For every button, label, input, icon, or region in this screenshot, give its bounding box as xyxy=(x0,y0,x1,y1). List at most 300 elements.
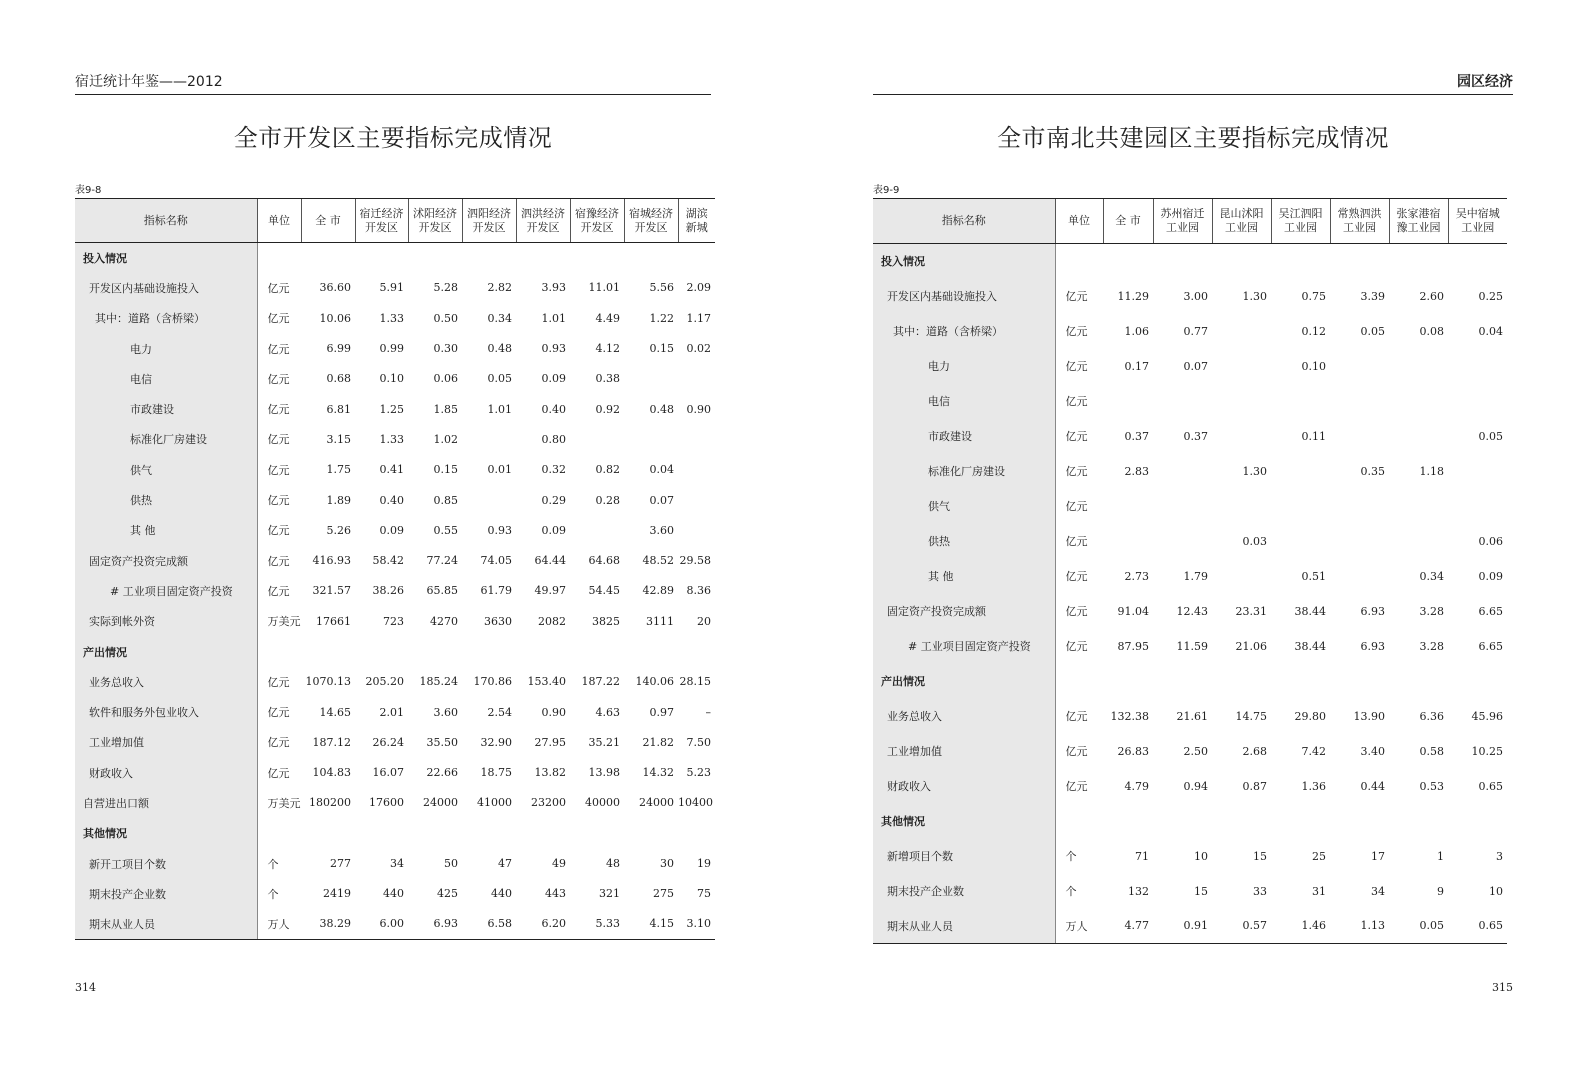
value-cell: 104.83 xyxy=(312,766,351,780)
unit-cell xyxy=(1055,664,1103,699)
row-label: # 工业项目固定资产投资 xyxy=(873,629,1055,664)
row-label: 其他情况 xyxy=(873,804,1055,839)
value-cell: 5.23 xyxy=(686,766,711,780)
table-row xyxy=(75,667,715,697)
value-cell: 3.60 xyxy=(433,705,458,719)
value-cell: 23200 xyxy=(531,796,566,810)
value-cell: 0.55 xyxy=(433,523,458,537)
running-head xyxy=(75,72,711,95)
value-cell: 0.12 xyxy=(1301,324,1326,338)
value-cell xyxy=(678,455,715,485)
value-cell: 2419 xyxy=(323,887,351,901)
value-cell: 0.11 xyxy=(1301,429,1326,443)
value-cell: 1.89 xyxy=(326,493,351,507)
value-cell: 17 xyxy=(1371,849,1385,863)
value-cell: 18.75 xyxy=(480,766,512,780)
value-cell xyxy=(462,424,516,454)
value-cell xyxy=(1103,244,1153,279)
row-label: 电力 xyxy=(75,333,257,363)
unit-cell xyxy=(257,243,301,273)
value-cell: 0.90 xyxy=(686,402,711,416)
table-row xyxy=(75,485,715,515)
left-page xyxy=(75,0,711,1077)
value-cell: 47 xyxy=(498,857,512,871)
table-row xyxy=(873,314,1507,349)
column-header: 泗洪经济 开发区 xyxy=(516,199,570,243)
value-cell: 3.93 xyxy=(541,281,566,295)
value-cell: 25 xyxy=(1312,849,1326,863)
value-cell: 1.30 xyxy=(1242,289,1267,303)
unit-cell: 亿元 xyxy=(1065,360,1088,373)
unit-cell: 亿元 xyxy=(1065,325,1088,338)
value-cell xyxy=(462,243,516,273)
value-cell xyxy=(570,818,624,848)
value-cell: 61.79 xyxy=(480,584,512,598)
row-label: 开发区内基础设施投入 xyxy=(873,279,1055,314)
unit-cell: 亿元 xyxy=(1065,395,1088,408)
value-cell: 0.48 xyxy=(487,342,512,356)
value-cell xyxy=(1330,559,1389,594)
value-cell: 29.58 xyxy=(679,554,711,568)
column-header: 单位 xyxy=(257,199,301,243)
value-cell: 2082 xyxy=(538,614,566,628)
value-cell: 1.06 xyxy=(1124,324,1149,338)
value-cell: 132 xyxy=(1128,884,1149,898)
value-cell: 6.65 xyxy=(1478,639,1503,653)
value-cell: 4.79 xyxy=(1124,779,1149,793)
table-row xyxy=(873,559,1507,594)
value-cell: 19 xyxy=(697,857,711,871)
table-row xyxy=(75,394,715,424)
value-cell: 1.01 xyxy=(487,402,512,416)
value-cell: 13.98 xyxy=(588,766,620,780)
table-row xyxy=(873,594,1507,629)
value-cell: 35.50 xyxy=(426,735,458,749)
value-cell: 0.15 xyxy=(433,463,458,477)
row-label: 期末投产企业数 xyxy=(75,879,257,909)
page-title: 全市开发区主要指标完成情况 xyxy=(233,124,553,152)
value-cell xyxy=(1153,664,1212,699)
value-cell: 3.60 xyxy=(649,523,674,537)
value-cell: 0.10 xyxy=(1301,359,1326,373)
row-label: 其 他 xyxy=(75,515,257,545)
unit-cell: 万人 xyxy=(257,909,301,939)
value-cell: 0.09 xyxy=(1478,569,1503,583)
column-header: 湖滨 新城 xyxy=(678,199,715,243)
table-row xyxy=(873,384,1507,419)
row-label: 产出情况 xyxy=(873,664,1055,699)
unit-cell xyxy=(257,818,301,848)
value-cell xyxy=(1448,384,1507,419)
row-label: 业务总收入 xyxy=(75,667,257,697)
table-row xyxy=(873,629,1507,664)
value-cell xyxy=(1389,384,1448,419)
value-cell: 4.12 xyxy=(595,342,620,356)
value-cell: 132.38 xyxy=(1110,709,1149,723)
value-cell: 15 xyxy=(1194,884,1208,898)
value-cell: 0.10 xyxy=(379,372,404,386)
value-cell: 26.83 xyxy=(1117,744,1149,758)
value-cell: 0.32 xyxy=(541,463,566,477)
row-label: 其他情况 xyxy=(75,818,257,848)
value-cell: 2.83 xyxy=(1124,464,1149,478)
value-cell xyxy=(570,424,624,454)
value-cell: 0.07 xyxy=(649,493,674,507)
value-cell xyxy=(1448,454,1507,489)
value-cell: 0.77 xyxy=(1183,324,1208,338)
value-cell: 2.73 xyxy=(1124,569,1149,583)
value-cell xyxy=(1103,384,1153,419)
value-cell: 0.29 xyxy=(541,493,566,507)
value-cell xyxy=(678,485,715,515)
value-cell: 0.41 xyxy=(379,463,404,477)
value-cell: 1.36 xyxy=(1301,779,1326,793)
table-label: 表9-8 xyxy=(75,185,102,196)
value-cell: 3.00 xyxy=(1183,289,1208,303)
value-cell: 24000 xyxy=(639,796,674,810)
value-cell xyxy=(408,243,462,273)
unit-cell: 亿元 xyxy=(267,403,290,417)
header-row xyxy=(75,199,715,243)
unit-cell: 万人 xyxy=(1055,909,1103,944)
unit-cell: 亿元 xyxy=(267,554,290,568)
running-head-text: 园区经济 xyxy=(1457,74,1513,90)
value-cell: 0.93 xyxy=(541,342,566,356)
value-cell: 0.34 xyxy=(487,311,512,325)
value-cell: 6.99 xyxy=(326,342,351,356)
unit-cell: 亿元 xyxy=(1065,290,1088,303)
value-cell: 21.61 xyxy=(1176,709,1208,723)
value-cell: 3.39 xyxy=(1360,289,1385,303)
unit-cell: 万美元 xyxy=(267,615,301,629)
unit-cell: 亿元 xyxy=(1065,535,1088,548)
value-cell: 1 xyxy=(1437,849,1444,863)
row-label: 工业增加值 xyxy=(873,734,1055,769)
table-row xyxy=(75,333,715,363)
value-cell: 153.40 xyxy=(527,675,566,689)
value-cell xyxy=(678,636,715,666)
value-cell: 48 xyxy=(606,857,620,871)
value-cell: 21.06 xyxy=(1235,639,1267,653)
value-cell: 187.12 xyxy=(312,735,351,749)
value-cell xyxy=(678,364,715,394)
value-cell xyxy=(1212,804,1271,839)
unit-cell: 亿元 xyxy=(1065,430,1088,443)
table-row xyxy=(75,818,715,848)
unit-cell: 亿元 xyxy=(267,736,290,750)
value-cell: 22.66 xyxy=(426,766,458,780)
table-row xyxy=(873,244,1507,279)
value-cell: 180200 xyxy=(309,796,351,810)
value-cell: 1.13 xyxy=(1330,909,1389,944)
value-cell: 3111 xyxy=(646,614,674,628)
value-cell: 23.31 xyxy=(1235,604,1267,618)
unit-cell: 亿元 xyxy=(267,372,290,386)
unit-cell: 亿元 xyxy=(267,433,290,447)
value-cell: 0.97 xyxy=(649,705,674,719)
table-row xyxy=(75,697,715,727)
row-label: 标准化厂房建设 xyxy=(75,424,257,454)
value-cell: 11.59 xyxy=(1176,639,1208,653)
value-cell: 0.40 xyxy=(379,493,404,507)
value-cell: 3 xyxy=(1496,849,1503,863)
row-label: 其中：道路（含桥梁） xyxy=(75,303,257,333)
value-cell: 2.54 xyxy=(487,705,512,719)
value-cell xyxy=(1212,349,1271,384)
table-row xyxy=(873,454,1507,489)
row-label: 实际到帐外资 xyxy=(75,606,257,636)
value-cell xyxy=(1330,524,1389,559)
value-cell xyxy=(355,243,408,273)
value-cell: 41000 xyxy=(477,796,512,810)
value-cell: 140.06 xyxy=(635,675,674,689)
value-cell: 0.35 xyxy=(1360,464,1385,478)
value-cell: 425 xyxy=(437,887,458,901)
unit-cell: 亿元 xyxy=(267,342,290,356)
value-cell xyxy=(1271,804,1330,839)
value-cell xyxy=(1212,244,1271,279)
value-cell: 17600 xyxy=(369,796,404,810)
value-cell: 5.91 xyxy=(379,281,404,295)
row-label: 投入情况 xyxy=(75,243,257,273)
value-cell: 0.82 xyxy=(595,463,620,477)
value-cell: 0.90 xyxy=(541,705,566,719)
value-cell: 6.65 xyxy=(1478,604,1503,618)
unit-cell: 亿元 xyxy=(267,675,290,689)
value-cell: 24000 xyxy=(423,796,458,810)
value-cell: 65.85 xyxy=(426,584,458,598)
value-cell: 0.04 xyxy=(649,463,674,477)
row-label: 工业增加值 xyxy=(75,727,257,757)
value-cell: 0.15 xyxy=(649,342,674,356)
row-label: 电信 xyxy=(873,384,1055,419)
value-cell xyxy=(1212,419,1271,454)
value-cell xyxy=(1103,524,1153,559)
value-cell: 187.22 xyxy=(581,675,620,689)
value-cell: 0.40 xyxy=(541,402,566,416)
value-cell xyxy=(1389,804,1448,839)
unit-cell xyxy=(1055,244,1103,279)
value-cell xyxy=(1389,419,1448,454)
value-cell xyxy=(1153,384,1212,419)
row-label: 期末投产企业数 xyxy=(873,874,1055,909)
value-cell: 1.33 xyxy=(379,432,404,446)
value-cell xyxy=(1212,384,1271,419)
value-cell: 42.89 xyxy=(642,584,674,598)
value-cell: 1.33 xyxy=(379,311,404,325)
value-cell: 1.01 xyxy=(541,311,566,325)
value-cell: 0.87 xyxy=(1242,779,1267,793)
value-cell: 10.06 xyxy=(319,311,351,325)
value-cell: 33 xyxy=(1253,884,1267,898)
value-cell xyxy=(1448,664,1507,699)
value-cell: 3.28 xyxy=(1419,639,1444,653)
table-row xyxy=(75,909,715,939)
value-cell xyxy=(355,818,408,848)
page-number: 314 xyxy=(75,981,96,994)
value-cell: 64.68 xyxy=(588,554,620,568)
column-header: 指标名称 xyxy=(75,199,257,243)
value-cell: 1.79 xyxy=(1183,569,1208,583)
value-cell: 1.17 xyxy=(686,311,711,325)
table-row xyxy=(873,524,1507,559)
row-label: 期末从业人员 xyxy=(75,909,257,939)
value-cell xyxy=(1389,349,1448,384)
running-head-text: 宿迁统计年鉴——2012 xyxy=(75,74,223,90)
table-row xyxy=(75,364,715,394)
value-cell: 2.82 xyxy=(487,281,512,295)
header-row xyxy=(873,199,1507,244)
value-cell xyxy=(1153,489,1212,524)
table-row xyxy=(75,424,715,454)
value-cell: 10.25 xyxy=(1471,744,1503,758)
value-cell: 15 xyxy=(1253,849,1267,863)
value-cell: 16.07 xyxy=(372,766,404,780)
value-cell: 0.09 xyxy=(541,372,566,386)
value-cell xyxy=(516,636,570,666)
value-cell: 1.22 xyxy=(649,311,674,325)
table-row xyxy=(873,419,1507,454)
value-cell: 0.05 xyxy=(1389,909,1448,944)
unit-cell: 亿元 xyxy=(1065,780,1088,793)
value-cell xyxy=(301,818,355,848)
table-row xyxy=(873,489,1507,524)
value-cell xyxy=(301,636,355,666)
row-label: 产出情况 xyxy=(75,636,257,666)
statistics-table xyxy=(873,198,1507,944)
value-cell xyxy=(570,515,624,545)
value-cell: 0.30 xyxy=(433,342,458,356)
row-label: 自营进出口额 xyxy=(75,788,257,818)
value-cell: 30 xyxy=(660,857,674,871)
value-cell: 34 xyxy=(1371,884,1385,898)
column-header: 宿城经济 开发区 xyxy=(624,199,678,243)
value-cell: 0.92 xyxy=(595,402,620,416)
value-cell: 0.65 xyxy=(1448,909,1507,944)
value-cell xyxy=(1330,664,1389,699)
value-cell: 75 xyxy=(697,887,711,901)
value-cell: 321 xyxy=(599,887,620,901)
column-header: 全 市 xyxy=(1103,199,1153,244)
value-cell: 0.17 xyxy=(1124,359,1149,373)
value-cell: 0.06 xyxy=(1478,534,1503,548)
value-cell xyxy=(1103,804,1153,839)
value-cell xyxy=(1212,314,1271,349)
table-row xyxy=(873,699,1507,734)
value-cell: 26.24 xyxy=(372,735,404,749)
table-row xyxy=(75,545,715,575)
value-cell: 5.26 xyxy=(326,523,351,537)
value-cell: 1.02 xyxy=(433,432,458,446)
value-cell: 5.28 xyxy=(433,281,458,295)
value-cell: 3.15 xyxy=(326,432,351,446)
row-label: 期末从业人员 xyxy=(873,909,1055,944)
table-row xyxy=(873,804,1507,839)
value-cell: 14.32 xyxy=(642,766,674,780)
value-cell: 49 xyxy=(552,857,566,871)
value-cell: 0.57 xyxy=(1212,909,1271,944)
table-row xyxy=(873,349,1507,384)
value-cell: 0.28 xyxy=(595,493,620,507)
value-cell: 275 xyxy=(653,887,674,901)
value-cell: 0.94 xyxy=(1183,779,1208,793)
column-header: 沭阳经济 开发区 xyxy=(408,199,462,243)
row-label: 软件和服务外包业收入 xyxy=(75,697,257,727)
value-cell: 14.75 xyxy=(1235,709,1267,723)
value-cell: 0.85 xyxy=(433,493,458,507)
value-cell: 11.29 xyxy=(1117,289,1149,303)
value-cell: – xyxy=(705,705,711,719)
value-cell xyxy=(678,818,715,848)
value-cell: 29.80 xyxy=(1294,709,1326,723)
value-cell xyxy=(624,818,678,848)
value-cell: 74.05 xyxy=(480,554,512,568)
value-cell: 3.10 xyxy=(678,909,715,939)
value-cell: 0.34 xyxy=(1419,569,1444,583)
unit-cell xyxy=(1055,804,1103,839)
row-label: 供气 xyxy=(75,455,257,485)
value-cell xyxy=(516,818,570,848)
table-row xyxy=(873,769,1507,804)
value-cell: 5.56 xyxy=(649,281,674,295)
value-cell: 38.44 xyxy=(1294,604,1326,618)
value-cell xyxy=(462,818,516,848)
column-header: 吴中宿城 工业园 xyxy=(1448,199,1507,244)
value-cell xyxy=(1448,244,1507,279)
row-label: 固定资产投资完成额 xyxy=(873,594,1055,629)
value-cell: 27.95 xyxy=(534,735,566,749)
value-cell: 0.09 xyxy=(541,523,566,537)
table-row xyxy=(75,879,715,909)
value-cell xyxy=(1330,349,1389,384)
value-cell: 4270 xyxy=(430,614,458,628)
value-cell: 91.04 xyxy=(1117,604,1149,618)
value-cell: 40000 xyxy=(585,796,620,810)
value-cell: 0.75 xyxy=(1301,289,1326,303)
value-cell: 12.43 xyxy=(1176,604,1208,618)
value-cell: 17661 xyxy=(316,614,351,628)
row-label: 其中：道路（含桥梁） xyxy=(873,314,1055,349)
value-cell: 416.93 xyxy=(312,554,351,568)
value-cell: 11.01 xyxy=(588,281,620,295)
value-cell: 71 xyxy=(1135,849,1149,863)
statistics-table xyxy=(75,198,715,940)
value-cell: 21.82 xyxy=(642,735,674,749)
unit-cell: 亿元 xyxy=(1065,465,1088,478)
value-cell: 723 xyxy=(383,614,404,628)
value-cell: 45.96 xyxy=(1471,709,1503,723)
table-row xyxy=(75,606,715,636)
column-header: 张家港宿 豫工业园 xyxy=(1389,199,1448,244)
value-cell: 3.28 xyxy=(1419,604,1444,618)
value-cell xyxy=(570,243,624,273)
value-cell xyxy=(1330,489,1389,524)
table-row xyxy=(75,848,715,878)
value-cell: 1070.13 xyxy=(305,675,351,689)
row-label: # 工业项目固定资产投资 xyxy=(75,576,257,606)
value-cell: 10 xyxy=(1194,849,1208,863)
unit-cell: 亿元 xyxy=(1065,640,1088,653)
row-label: 新开工项目个数 xyxy=(75,848,257,878)
value-cell xyxy=(1271,489,1330,524)
unit-cell: 亿元 xyxy=(1065,745,1088,758)
value-cell xyxy=(1389,489,1448,524)
row-label: 其 他 xyxy=(873,559,1055,594)
value-cell: 28.15 xyxy=(679,675,711,689)
value-cell: 64.44 xyxy=(534,554,566,568)
value-cell: 4.63 xyxy=(595,705,620,719)
table-row xyxy=(873,839,1507,874)
